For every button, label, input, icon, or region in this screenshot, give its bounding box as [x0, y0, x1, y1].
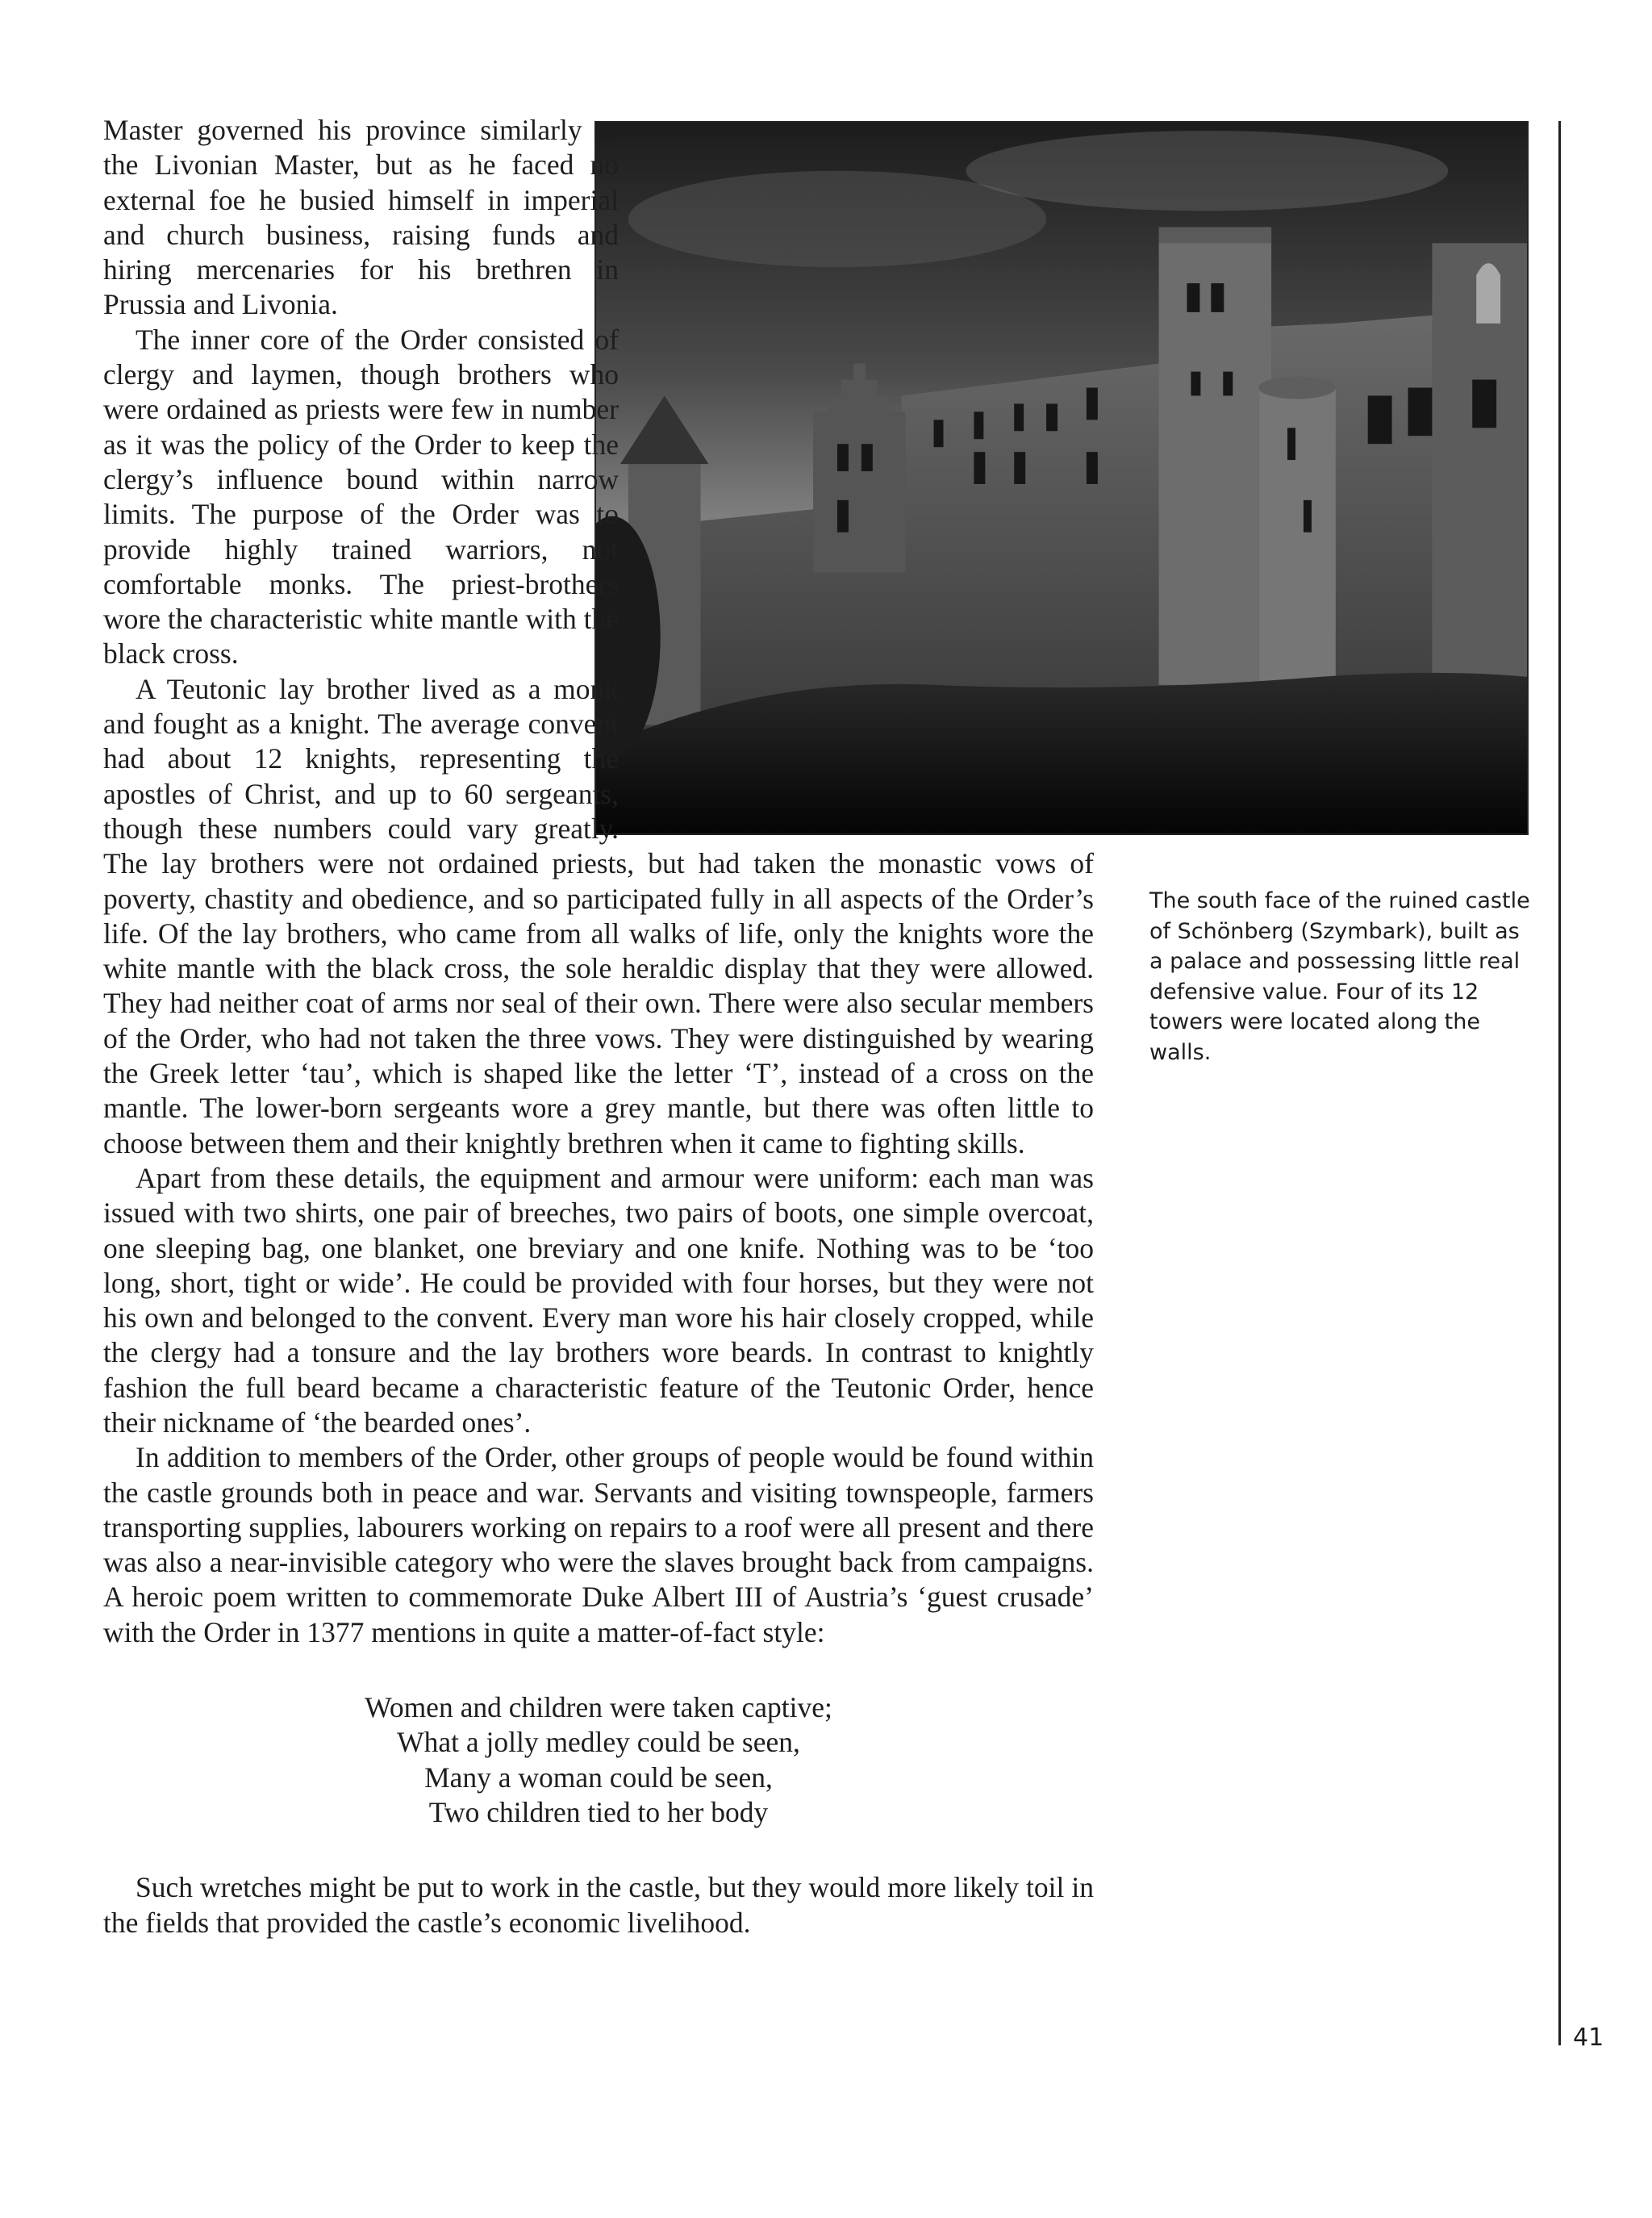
paragraph-3: A Teutonic lay brother lived as a monk and fought as a knight. The average convent had about 12 knights, representing the apostles of Christ, and up to 60 sergeants, though these numbers could vary greatly. The lay brothers were not ordained priests, but had taken the monastic vows of poverty, chastity and obedience, and so participated fully in all aspects of the Order’s life. Of the lay brothers, who came from all walks of life, only the knights wore the white mantle with the black cross, the sole heraldic display that they were allowed. They had neither coat of arms nor seal of their own. There were also secular members of the Order, who had not taken the three vows. They were distinguished by wearing the Greek letter ‘tau’, which is shaped like the letter ‘T’, instead of a cross on the mantle. The lower-born sergeants wore a grey mantle, but there was often little to choose between them and their knightly brethren when it came to fighting skills. — [103, 672, 1094, 1159]
margin-rule — [1558, 121, 1561, 2045]
paragraph-5: In addition to members of the Order, other groups of people would be found within the castle grounds both in peace and war. Servants and visiting townspeople, farmers transporting supplies, labourers working on repairs to a roof were all present and there was also a near-invisible category who were the slaves brought back from campaigns. A heroic poem written to commemorate Duke Albert III of Austria’s ‘guest crusade’ with the Order in 1377 mentions in quite a matter-of-fact style: — [103, 1441, 1094, 1648]
paragraph-2: The inner core of the Order consisted of clergy and laymen, though brothers who were ordained as priests were few in number as it was the policy of the Order to keep the clergy’s influence bound within narrow limits. The purpose of the Order was to provide highly trained warriors, not comfortable monks. The priest-brothers wore the characteristic white mantle with the black cross. — [103, 323, 619, 670]
verse-line-3: Many a woman could be seen, — [424, 1761, 773, 1794]
page-number: 41 — [1573, 2024, 1604, 2052]
verse-quote — [103, 1690, 1094, 1830]
photo-gap — [636, 113, 1094, 839]
paragraph-1: Master governed his province similarly to the Livonian Master, but as he faced no external foe he busied himself in imperial and church business, raising funds and hiring mercenaries for his brethren in Prussia and Livonia. — [103, 114, 619, 321]
closing-paragraph: Such wretches might be put to work in the castle, but they would more likely toil in the fields that provided the castle’s economic livelihood. — [103, 1871, 1094, 1939]
paragraph-4: Apart from these details, the equipment and armour were uniform: each man was issued with two shirts, one pair of breeches, two pairs of boots, one simple overcoat, one sleeping bag, one blanket, one breviary and one knife. Nothing was to be ‘too long, short, tight or wide’. He could be provided with four horses, but they were not his own and belonged to the convent. Every man wore his hair closely cropped, while the clergy had a tonsure and the lay brothers wore beards. In contrast to knightly fashion the full beard became a characteristic feature of the Teutonic Order, hence their nickname of ‘the bearded ones’. — [103, 1161, 1094, 1439]
verse-line-2: What a jolly medley could be seen, — [397, 1726, 800, 1759]
verse-line-4: Two children tied to her body — [428, 1795, 769, 1828]
verse-line-1: Women and children were taken captive; — [365, 1691, 832, 1724]
article-body — [103, 113, 1094, 1940]
photo-caption: The south face of the ruined castle of Schönberg (Szymbark), built as a palace and possessing little real defensive value. Four of its 12 towers were located along the walls. — [1149, 888, 1530, 1065]
